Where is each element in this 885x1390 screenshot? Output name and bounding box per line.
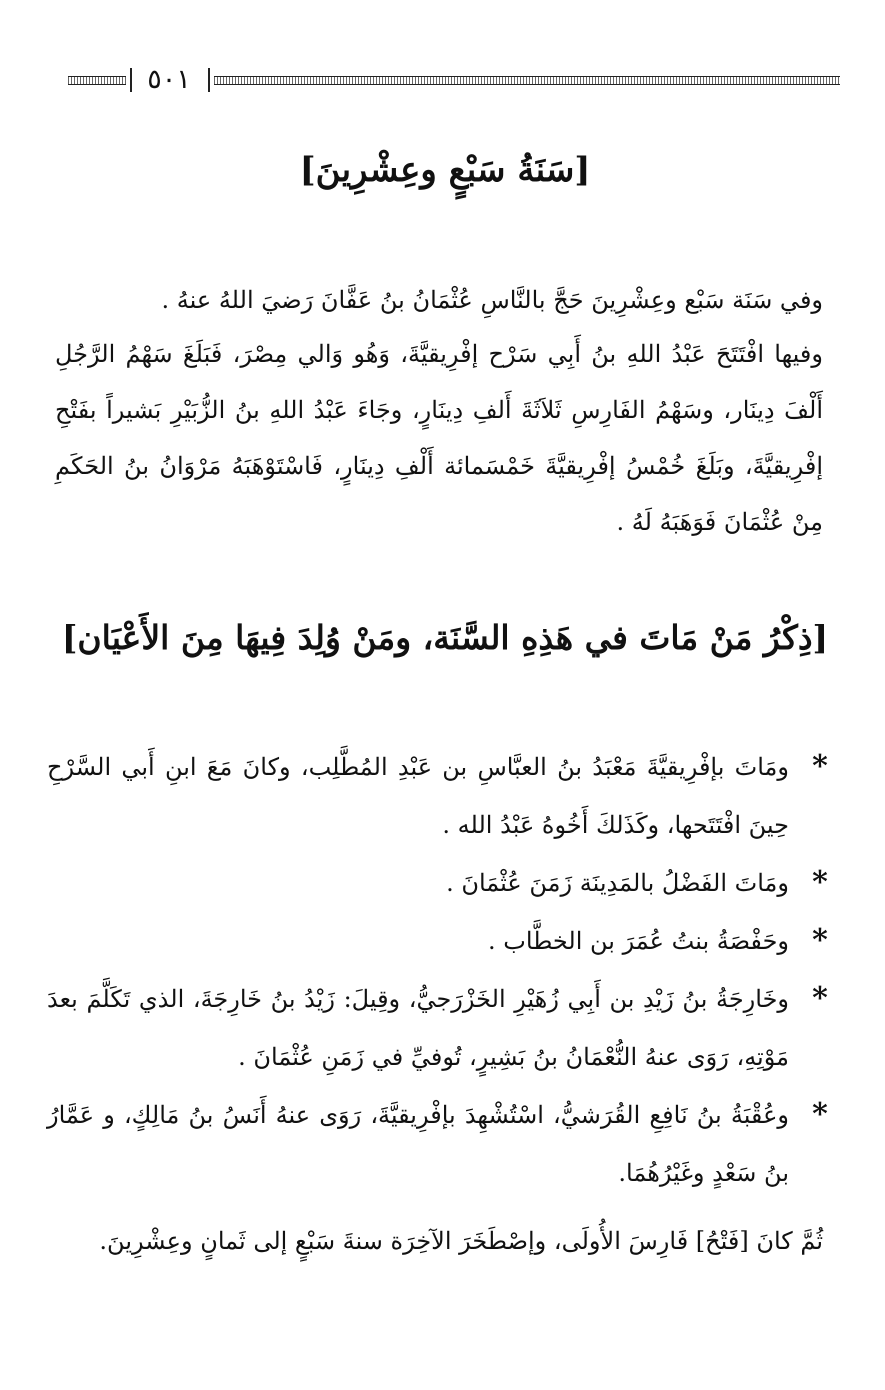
deaths-list <box>47 738 837 1202</box>
list-item-text: وحَفْصَةُ بنتُ عُمَرَ بن الخطَّاب . <box>488 927 789 955</box>
list-item <box>47 738 837 854</box>
section-heading-deaths-births: [ذِكْرُ مَنْ مَاتَ في هَذِهِ السَّنَة، ومَنْ وُلِدَ فِيهَا مِنَ الأَعْيَان] <box>61 618 829 657</box>
list-item-text: وخَارِجَةُ بنُ زَيْدِ بن أَبِي زُهَيْرِ الخَزْرَجيُّ، وقِيلَ: زَيْدُ بنُ خَارِجَةَ، الذي تَكَلَّمَ بعدَ مَوْتِهِ، رَوَى عنهُ النُّعْمَانُ بنُ بَشِيرٍ، تُوفيِّ في زَمَنِ عُثْمَانَ . <box>47 985 789 1071</box>
asterisk-bullet: * <box>812 865 828 900</box>
list-item <box>47 854 837 912</box>
paragraph-ifriqiya-conquest: وفيها افْتَتَحَ عَبْدُ اللهِ بنُ أَبِي سَرْح إفْرِيقيَّةَ، وَهُو وَالي مِصْرَ، فَبَلَغَ سَهْمُ الرَّجُلِ أَلْفَ دِينَار، وسَهْمُ الفَارِسِ ثَلاَثَةَ أَلفِ دِينَارٍ، وجَاءَ عَبْدُ اللهِ بنُ الزُّبَيْرِ بَشيراً بفَتْحِ إفْرِيقيَّةَ، وبَلَغَ خُمْسُ إفْرِيقيَّةَ خَمْسَمائة أَلْفِ دِينَارٍ، فَاسْتَوْهَبَهُ مَرْوَانُ بنُ الحَكَمِ مِنْ عُثْمَانَ فَوَهَبَهُ لَهُ . <box>55 340 823 536</box>
page-header <box>68 60 840 100</box>
asterisk-bullet: * <box>812 923 828 958</box>
header-bar-right <box>208 68 210 92</box>
paragraph-hajj: وفي سَنَة سَبْع وعِشْرِينَ حَجَّ بالنَّاسِ عُثْمَانُ بنُ عَفَّانَ رَضيَ اللهُ عنهُ . <box>161 286 823 314</box>
list-item-text: ومَاتَ الفَضْلُ بالمَدِينَة زَمَنَ عُثْمَانَ . <box>446 869 789 897</box>
list-item <box>47 912 837 970</box>
list-item-text: وعُقْبَةُ بنُ نَافِعِ القُرَشيُّ، اسْتُشْهِدَ بإفْرِيقيَّةَ، رَوَى عنهُ أَنَسُ بنُ مَالِكٍ، و عَمَّارُ بنُ سَعْدٍ وغَيْرُهُمَا. <box>47 1101 789 1187</box>
asterisk-bullet: * <box>812 981 828 1016</box>
header-rule-left <box>68 76 126 85</box>
list-item <box>47 970 837 1086</box>
header-bar-left <box>130 68 132 92</box>
header-rule-right <box>214 76 840 85</box>
asterisk-bullet: * <box>812 749 828 784</box>
asterisk-bullet: * <box>812 1097 828 1132</box>
section-heading-year-27: [سَنَةُ سَبْعٍ وعِشْرِينَ] <box>299 150 591 190</box>
closing-paragraph: ثُمَّ كانَ [فَتْحُ] فَارِسَ الأُولَى، وإصْطَخَرَ الآخِرَة سنةَ سَبْعٍ إلى ثَمانٍ وعِشْرِينَ. <box>99 1227 823 1255</box>
list-item-text: ومَاتَ بإفْرِيقيَّةَ مَعْبَدُ بنُ العبَّاسِ بن عَبْدِ المُطَّلِب، وكانَ مَعَ ابنِ أَبي السَّرْحِ حِينَ افْتَتَحها، وكَذَلكَ أَخُوهُ عَبْدُ الله . <box>47 753 789 839</box>
list-item <box>47 1086 837 1202</box>
page-number: ٥٠١ <box>147 64 191 95</box>
